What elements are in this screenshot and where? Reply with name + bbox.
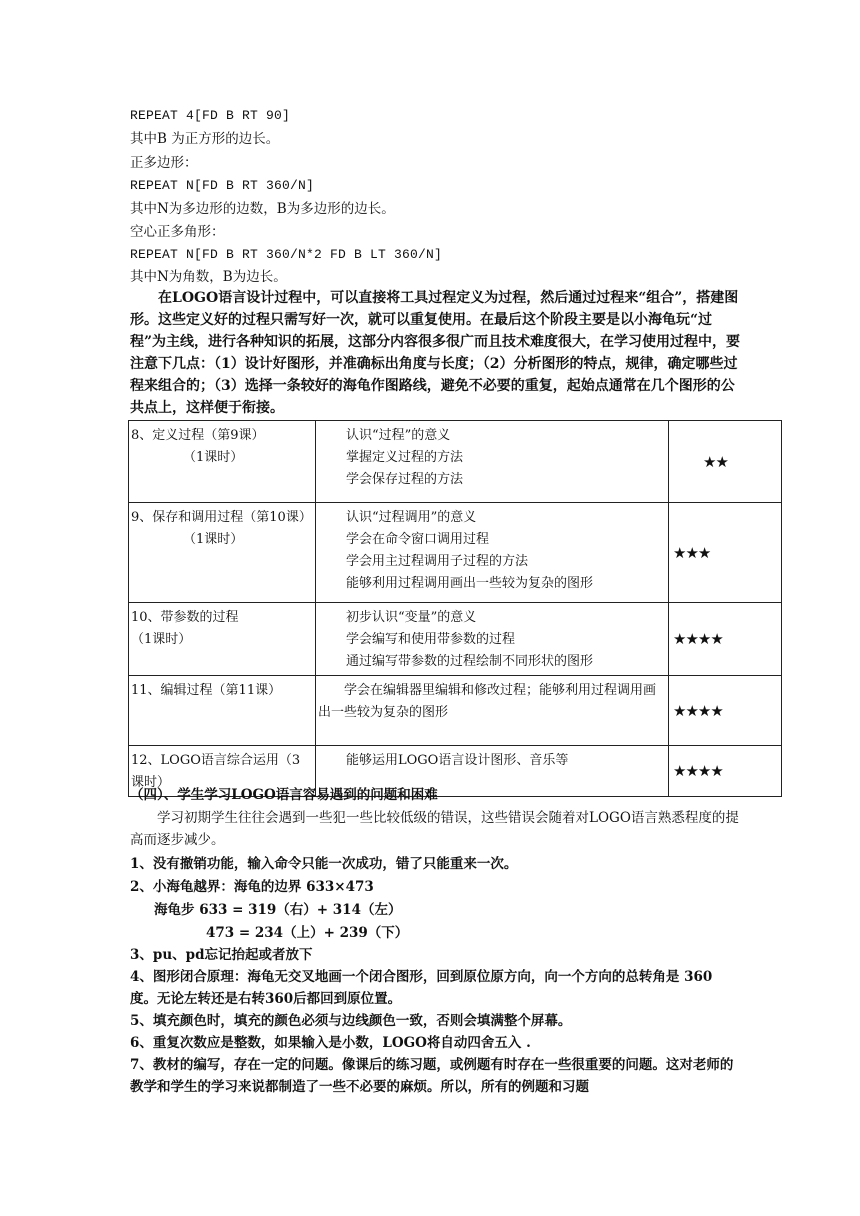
- difficulty-stars: ★★★★: [669, 746, 782, 797]
- code-line-polygon: REPEAT N[FD B RT 360/N]: [130, 178, 315, 193]
- table-row: [129, 676, 782, 746]
- table-row: [129, 503, 782, 603]
- difficulty-stars: ★★★: [669, 503, 782, 603]
- section-intro-text: 学习初期学生往往会遇到一些犯一些比较低级的错误，这些错误会随着对LOGO语言熟悉程度的提高而逐步减少。: [130, 810, 739, 848]
- objective-line: 学会保存过程的方法: [346, 472, 464, 487]
- objective-line: 认识“过程”的意义: [346, 428, 451, 443]
- problem-item: 3、pu、pd忘记抬起或者放下: [130, 947, 313, 963]
- problem-item: 4、图形闭合原理：海龟无交叉地画一个闭合图形，回到原位原方向，向一个方向的总转角是 360 度。无论左转还是右转360后都回到原位置。: [130, 969, 713, 1007]
- difficulty-stars: ★★: [669, 421, 782, 503]
- table-row: [129, 603, 782, 676]
- objective-line: 学会在命令窗口调用过程: [346, 532, 490, 547]
- lesson-title: 11、编辑过程（第11课）: [131, 683, 282, 698]
- text-line-polygon-heading: 正多边形：: [130, 155, 198, 171]
- problem-item: 6、重复次数应是整数，如果输入是小数，LOGO将自动四舍五入 .: [130, 1035, 531, 1051]
- objective-line: 能够运用LOGO语言设计图形、音乐等: [346, 753, 569, 768]
- objective-line: 学会用主过程调用子过程的方法: [346, 554, 529, 569]
- problem-item: 2、小海龟越界：海龟的边界 633×473: [130, 879, 374, 895]
- text-line-star-note: 其中N为角数，B为边长。: [130, 269, 287, 285]
- lesson-hours: （1课时）: [183, 532, 244, 547]
- difficulty-stars: ★★★★: [669, 676, 782, 746]
- objectives-cell: [316, 503, 669, 603]
- objectives-cell: [316, 603, 669, 676]
- objective-line: 学会编写和使用带参数的过程: [346, 632, 516, 647]
- problem-item-subline: 473 = 234（上）+ 239（下）: [206, 925, 409, 941]
- objective-line: 掌握定义过程的方法: [346, 450, 464, 465]
- objective-line: 能够利用过程调用画出一些较为复杂的图形: [346, 576, 594, 591]
- lesson-title: 8、定义过程（第9课）: [131, 428, 265, 443]
- problem-item: 1、没有撤销功能，输入命令只能一次成功，错了只能重来一次。: [130, 856, 518, 872]
- lesson-cell: [129, 603, 316, 676]
- objectives-cell: [316, 421, 669, 503]
- problem-item-subline: 海龟步 633 = 319（右）+ 314（左）: [154, 902, 402, 918]
- objective-line: 初步认识“变量”的意义: [346, 610, 477, 625]
- objective-line: 通过编写带参数的过程绘制不同形状的图形: [346, 654, 594, 669]
- problem-item: 5、填充颜色时，填充的颜色必须与边线颜色一致，否则会填满整个屏幕。: [130, 1013, 572, 1029]
- code-line-square: REPEAT 4[FD B RT 90]: [130, 108, 291, 123]
- intro-paragraph: [130, 287, 742, 419]
- lesson-title: 9、保存和调用过程（第10课）: [131, 510, 312, 525]
- lesson-title: 12、LOGO语言综合运用（3课时）: [131, 753, 301, 790]
- problem-item: 7、教材的编写，存在一定的问题。像课后的练习题，或例题有时存在一些很重要的问题。这对老师的教学和学生的学习来说都制造了一些不必要的麻烦。所以，所有的例题和习题: [130, 1057, 734, 1095]
- lesson-cell: [129, 421, 316, 503]
- lesson-cell: [129, 503, 316, 603]
- syllabus-table: [128, 420, 782, 797]
- text-line-square-note: 其中B 为正方形的边长。: [130, 131, 280, 147]
- lesson-hours: （1课时）: [131, 632, 192, 647]
- objective-line: 认识“过程调用”的意义: [346, 510, 477, 525]
- objective-line: 学会在编辑器里编辑和修改过程；能够利用过程调用画出一些较为复杂的图形: [318, 683, 657, 720]
- code-line-star: REPEAT N[FD B RT 360/N*2 FD B LT 360/N]: [130, 247, 443, 262]
- section-intro: [130, 807, 742, 851]
- lesson-hours: （1课时）: [183, 450, 244, 465]
- lesson-cell: [129, 676, 316, 746]
- section-heading: （四）、学生学习LOGO语言容易遇到的问题和困难: [130, 787, 438, 803]
- table-row: [129, 421, 782, 503]
- difficulty-stars: ★★★★: [669, 603, 782, 676]
- objectives-cell: [316, 676, 669, 746]
- lesson-title: 10、带参数的过程: [131, 610, 239, 625]
- intro-paragraph-text: 在LOGO语言设计过程中，可以直接将工具过程定义为过程，然后通过过程来“组合”，搭建图形。这些定义好的过程只需写好一次，就可以重复使用。在最后这个阶段主要是以小海龟玩“过程”为主线，进行各种知识的拓展，这部分内容很多很广而且技术难度很大，在学习使用过程中，要注意下几点：（1）设计好图形，并准确标出角度与长度；（2）分析图形的特点，规律，确定哪些过程来组合的；（3）选择一条较好的海龟作图路线，避免不必要的重复，起始点通常在几个图形的公共点上，这样便于衔接。: [130, 290, 741, 416]
- text-line-star-heading: 空心正多角形：: [130, 224, 225, 240]
- text-line-polygon-note: 其中N为多边形的边数，B为多边形的边长。: [130, 201, 395, 217]
